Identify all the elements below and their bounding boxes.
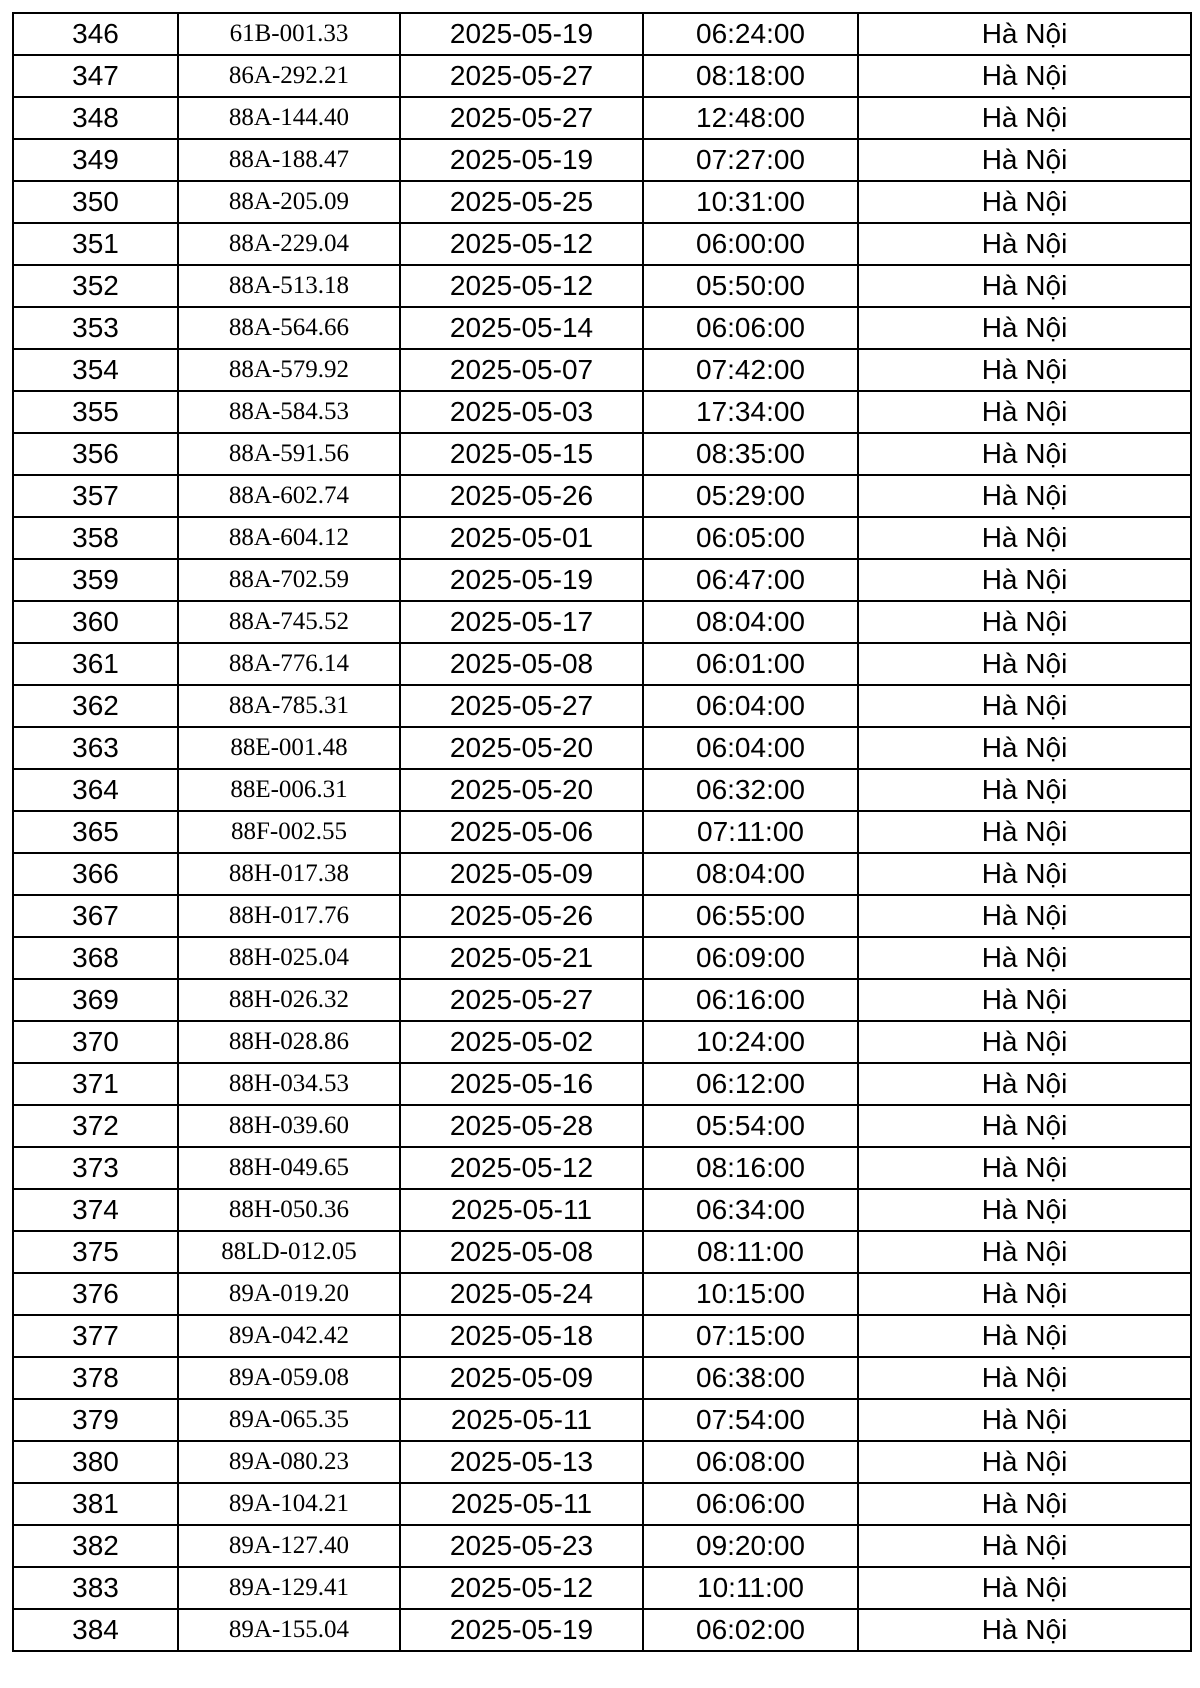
date-cell: 2025-05-07 — [400, 349, 643, 391]
row-number-cell: 359 — [13, 559, 178, 601]
table-row — [13, 853, 1191, 895]
row-number-cell: 378 — [13, 1357, 178, 1399]
location-cell: Hà Nội — [858, 1441, 1191, 1483]
time-cell: 10:24:00 — [643, 1021, 858, 1063]
table-row — [13, 1189, 1191, 1231]
license-plate-cell: 88A-584.53 — [178, 391, 400, 433]
row-number-cell: 349 — [13, 139, 178, 181]
time-cell: 12:48:00 — [643, 97, 858, 139]
document-page — [12, 12, 1192, 1652]
time-cell: 08:16:00 — [643, 1147, 858, 1189]
date-cell: 2025-05-12 — [400, 265, 643, 307]
table-row — [13, 517, 1191, 559]
license-plate-cell: 89A-042.42 — [178, 1315, 400, 1357]
license-plate-cell: 88A-188.47 — [178, 139, 400, 181]
table-row — [13, 1441, 1191, 1483]
license-plate-cell: 88E-001.48 — [178, 727, 400, 769]
table-row — [13, 1231, 1191, 1273]
row-number-cell: 377 — [13, 1315, 178, 1357]
row-number-cell: 384 — [13, 1609, 178, 1651]
license-plate-cell: 89A-019.20 — [178, 1273, 400, 1315]
location-cell: Hà Nội — [858, 937, 1191, 979]
location-cell: Hà Nội — [858, 1399, 1191, 1441]
time-cell: 06:09:00 — [643, 937, 858, 979]
time-cell: 08:04:00 — [643, 601, 858, 643]
license-plate-cell: 89A-129.41 — [178, 1567, 400, 1609]
license-plate-cell: 88A-564.66 — [178, 307, 400, 349]
time-cell: 06:06:00 — [643, 307, 858, 349]
table-row — [13, 223, 1191, 265]
date-cell: 2025-05-16 — [400, 1063, 643, 1105]
records-table — [12, 12, 1192, 1652]
license-plate-cell: 89A-104.21 — [178, 1483, 400, 1525]
date-cell: 2025-05-15 — [400, 433, 643, 475]
license-plate-cell: 88A-785.31 — [178, 685, 400, 727]
location-cell: Hà Nội — [858, 1483, 1191, 1525]
table-row — [13, 1525, 1191, 1567]
location-cell: Hà Nội — [858, 811, 1191, 853]
date-cell: 2025-05-20 — [400, 769, 643, 811]
date-cell: 2025-05-27 — [400, 685, 643, 727]
date-cell: 2025-05-09 — [400, 1357, 643, 1399]
row-number-cell: 380 — [13, 1441, 178, 1483]
location-cell: Hà Nội — [858, 349, 1191, 391]
location-cell: Hà Nội — [858, 1231, 1191, 1273]
license-plate-cell: 88H-025.04 — [178, 937, 400, 979]
date-cell: 2025-05-09 — [400, 853, 643, 895]
date-cell: 2025-05-03 — [400, 391, 643, 433]
license-plate-cell: 88H-017.76 — [178, 895, 400, 937]
time-cell: 06:38:00 — [643, 1357, 858, 1399]
table-row — [13, 307, 1191, 349]
time-cell: 06:16:00 — [643, 979, 858, 1021]
row-number-cell: 361 — [13, 643, 178, 685]
location-cell: Hà Nội — [858, 1021, 1191, 1063]
table-row — [13, 1063, 1191, 1105]
time-cell: 06:12:00 — [643, 1063, 858, 1105]
table-row — [13, 727, 1191, 769]
table-row — [13, 559, 1191, 601]
license-plate-cell: 88A-591.56 — [178, 433, 400, 475]
row-number-cell: 347 — [13, 55, 178, 97]
time-cell: 05:54:00 — [643, 1105, 858, 1147]
license-plate-cell: 61B-001.33 — [178, 13, 400, 55]
license-plate-cell: 88A-776.14 — [178, 643, 400, 685]
location-cell: Hà Nội — [858, 517, 1191, 559]
date-cell: 2025-05-23 — [400, 1525, 643, 1567]
location-cell: Hà Nội — [858, 601, 1191, 643]
date-cell: 2025-05-12 — [400, 1567, 643, 1609]
table-row — [13, 1609, 1191, 1651]
date-cell: 2025-05-25 — [400, 181, 643, 223]
time-cell: 07:54:00 — [643, 1399, 858, 1441]
row-number-cell: 356 — [13, 433, 178, 475]
time-cell: 07:15:00 — [643, 1315, 858, 1357]
table-row — [13, 1021, 1191, 1063]
row-number-cell: 368 — [13, 937, 178, 979]
table-row — [13, 1147, 1191, 1189]
location-cell: Hà Nội — [858, 433, 1191, 475]
date-cell: 2025-05-12 — [400, 223, 643, 265]
time-cell: 06:05:00 — [643, 517, 858, 559]
date-cell: 2025-05-11 — [400, 1483, 643, 1525]
license-plate-cell: 88H-028.86 — [178, 1021, 400, 1063]
license-plate-cell: 88A-144.40 — [178, 97, 400, 139]
time-cell: 07:27:00 — [643, 139, 858, 181]
license-plate-cell: 89A-155.04 — [178, 1609, 400, 1651]
location-cell: Hà Nội — [858, 769, 1191, 811]
date-cell: 2025-05-13 — [400, 1441, 643, 1483]
time-cell: 17:34:00 — [643, 391, 858, 433]
table-row — [13, 433, 1191, 475]
row-number-cell: 351 — [13, 223, 178, 265]
date-cell: 2025-05-28 — [400, 1105, 643, 1147]
license-plate-cell: 88E-006.31 — [178, 769, 400, 811]
time-cell: 06:00:00 — [643, 223, 858, 265]
license-plate-cell: 88LD-012.05 — [178, 1231, 400, 1273]
table-row — [13, 1567, 1191, 1609]
table-row — [13, 1399, 1191, 1441]
location-cell: Hà Nội — [858, 559, 1191, 601]
date-cell: 2025-05-26 — [400, 475, 643, 517]
location-cell: Hà Nội — [858, 181, 1191, 223]
records-table-body — [13, 13, 1191, 1651]
row-number-cell: 371 — [13, 1063, 178, 1105]
row-number-cell: 348 — [13, 97, 178, 139]
date-cell: 2025-05-08 — [400, 643, 643, 685]
location-cell: Hà Nội — [858, 727, 1191, 769]
time-cell: 09:20:00 — [643, 1525, 858, 1567]
row-number-cell: 350 — [13, 181, 178, 223]
date-cell: 2025-05-27 — [400, 55, 643, 97]
table-row — [13, 937, 1191, 979]
location-cell: Hà Nội — [858, 13, 1191, 55]
row-number-cell: 382 — [13, 1525, 178, 1567]
location-cell: Hà Nội — [858, 391, 1191, 433]
location-cell: Hà Nội — [858, 97, 1191, 139]
license-plate-cell: 88A-579.92 — [178, 349, 400, 391]
table-row — [13, 685, 1191, 727]
location-cell: Hà Nội — [858, 139, 1191, 181]
row-number-cell: 363 — [13, 727, 178, 769]
location-cell: Hà Nội — [858, 55, 1191, 97]
license-plate-cell: 88H-050.36 — [178, 1189, 400, 1231]
license-plate-cell: 89A-080.23 — [178, 1441, 400, 1483]
table-row — [13, 769, 1191, 811]
time-cell: 08:04:00 — [643, 853, 858, 895]
location-cell: Hà Nội — [858, 1609, 1191, 1651]
license-plate-cell: 88F-002.55 — [178, 811, 400, 853]
license-plate-cell: 88A-229.04 — [178, 223, 400, 265]
row-number-cell: 355 — [13, 391, 178, 433]
row-number-cell: 383 — [13, 1567, 178, 1609]
table-row — [13, 55, 1191, 97]
location-cell: Hà Nội — [858, 223, 1191, 265]
date-cell: 2025-05-19 — [400, 559, 643, 601]
license-plate-cell: 88H-017.38 — [178, 853, 400, 895]
time-cell: 06:47:00 — [643, 559, 858, 601]
table-row — [13, 475, 1191, 517]
time-cell: 08:18:00 — [643, 55, 858, 97]
date-cell: 2025-05-17 — [400, 601, 643, 643]
license-plate-cell: 88A-702.59 — [178, 559, 400, 601]
license-plate-cell: 86A-292.21 — [178, 55, 400, 97]
time-cell: 06:24:00 — [643, 13, 858, 55]
table-row — [13, 349, 1191, 391]
time-cell: 06:08:00 — [643, 1441, 858, 1483]
time-cell: 06:34:00 — [643, 1189, 858, 1231]
time-cell: 06:04:00 — [643, 727, 858, 769]
row-number-cell: 365 — [13, 811, 178, 853]
time-cell: 06:01:00 — [643, 643, 858, 685]
row-number-cell: 354 — [13, 349, 178, 391]
date-cell: 2025-05-19 — [400, 1609, 643, 1651]
row-number-cell: 357 — [13, 475, 178, 517]
time-cell: 07:42:00 — [643, 349, 858, 391]
date-cell: 2025-05-24 — [400, 1273, 643, 1315]
location-cell: Hà Nội — [858, 979, 1191, 1021]
row-number-cell: 374 — [13, 1189, 178, 1231]
date-cell: 2025-05-06 — [400, 811, 643, 853]
row-number-cell: 362 — [13, 685, 178, 727]
date-cell: 2025-05-11 — [400, 1399, 643, 1441]
time-cell: 07:11:00 — [643, 811, 858, 853]
table-row — [13, 1315, 1191, 1357]
location-cell: Hà Nội — [858, 1063, 1191, 1105]
license-plate-cell: 88H-049.65 — [178, 1147, 400, 1189]
table-row — [13, 13, 1191, 55]
row-number-cell: 364 — [13, 769, 178, 811]
license-plate-cell: 88A-604.12 — [178, 517, 400, 559]
time-cell: 10:31:00 — [643, 181, 858, 223]
date-cell: 2025-05-21 — [400, 937, 643, 979]
table-row — [13, 811, 1191, 853]
table-row — [13, 1357, 1191, 1399]
license-plate-cell: 88A-745.52 — [178, 601, 400, 643]
license-plate-cell: 89A-059.08 — [178, 1357, 400, 1399]
table-row — [13, 601, 1191, 643]
date-cell: 2025-05-19 — [400, 13, 643, 55]
license-plate-cell: 88A-602.74 — [178, 475, 400, 517]
table-row — [13, 1105, 1191, 1147]
date-cell: 2025-05-12 — [400, 1147, 643, 1189]
location-cell: Hà Nội — [858, 1357, 1191, 1399]
date-cell: 2025-05-27 — [400, 979, 643, 1021]
time-cell: 06:04:00 — [643, 685, 858, 727]
location-cell: Hà Nội — [858, 307, 1191, 349]
time-cell: 05:50:00 — [643, 265, 858, 307]
date-cell: 2025-05-20 — [400, 727, 643, 769]
row-number-cell: 379 — [13, 1399, 178, 1441]
license-plate-cell: 89A-127.40 — [178, 1525, 400, 1567]
time-cell: 10:11:00 — [643, 1567, 858, 1609]
row-number-cell: 353 — [13, 307, 178, 349]
row-number-cell: 366 — [13, 853, 178, 895]
location-cell: Hà Nội — [858, 475, 1191, 517]
location-cell: Hà Nội — [858, 895, 1191, 937]
location-cell: Hà Nội — [858, 265, 1191, 307]
location-cell: Hà Nội — [858, 1105, 1191, 1147]
row-number-cell: 352 — [13, 265, 178, 307]
time-cell: 06:32:00 — [643, 769, 858, 811]
row-number-cell: 372 — [13, 1105, 178, 1147]
location-cell: Hà Nội — [858, 1525, 1191, 1567]
license-plate-cell: 88H-039.60 — [178, 1105, 400, 1147]
table-row — [13, 979, 1191, 1021]
date-cell: 2025-05-02 — [400, 1021, 643, 1063]
row-number-cell: 373 — [13, 1147, 178, 1189]
table-row — [13, 181, 1191, 223]
date-cell: 2025-05-14 — [400, 307, 643, 349]
table-row — [13, 643, 1191, 685]
time-cell: 10:15:00 — [643, 1273, 858, 1315]
row-number-cell: 375 — [13, 1231, 178, 1273]
table-row — [13, 1273, 1191, 1315]
time-cell: 06:02:00 — [643, 1609, 858, 1651]
location-cell: Hà Nội — [858, 1273, 1191, 1315]
location-cell: Hà Nội — [858, 1147, 1191, 1189]
license-plate-cell: 88H-026.32 — [178, 979, 400, 1021]
time-cell: 08:35:00 — [643, 433, 858, 475]
row-number-cell: 376 — [13, 1273, 178, 1315]
location-cell: Hà Nội — [858, 853, 1191, 895]
table-row — [13, 895, 1191, 937]
date-cell: 2025-05-01 — [400, 517, 643, 559]
date-cell: 2025-05-18 — [400, 1315, 643, 1357]
table-row — [13, 265, 1191, 307]
row-number-cell: 346 — [13, 13, 178, 55]
date-cell: 2025-05-19 — [400, 139, 643, 181]
row-number-cell: 360 — [13, 601, 178, 643]
location-cell: Hà Nội — [858, 643, 1191, 685]
time-cell: 06:55:00 — [643, 895, 858, 937]
date-cell: 2025-05-08 — [400, 1231, 643, 1273]
table-row — [13, 391, 1191, 433]
license-plate-cell: 89A-065.35 — [178, 1399, 400, 1441]
table-row — [13, 97, 1191, 139]
license-plate-cell: 88A-205.09 — [178, 181, 400, 223]
table-row — [13, 139, 1191, 181]
row-number-cell: 369 — [13, 979, 178, 1021]
location-cell: Hà Nội — [858, 1315, 1191, 1357]
row-number-cell: 381 — [13, 1483, 178, 1525]
date-cell: 2025-05-27 — [400, 97, 643, 139]
location-cell: Hà Nội — [858, 1189, 1191, 1231]
license-plate-cell: 88A-513.18 — [178, 265, 400, 307]
table-row — [13, 1483, 1191, 1525]
time-cell: 05:29:00 — [643, 475, 858, 517]
date-cell: 2025-05-11 — [400, 1189, 643, 1231]
location-cell: Hà Nội — [858, 1567, 1191, 1609]
row-number-cell: 370 — [13, 1021, 178, 1063]
date-cell: 2025-05-26 — [400, 895, 643, 937]
row-number-cell: 358 — [13, 517, 178, 559]
time-cell: 06:06:00 — [643, 1483, 858, 1525]
location-cell: Hà Nội — [858, 685, 1191, 727]
time-cell: 08:11:00 — [643, 1231, 858, 1273]
license-plate-cell: 88H-034.53 — [178, 1063, 400, 1105]
row-number-cell: 367 — [13, 895, 178, 937]
